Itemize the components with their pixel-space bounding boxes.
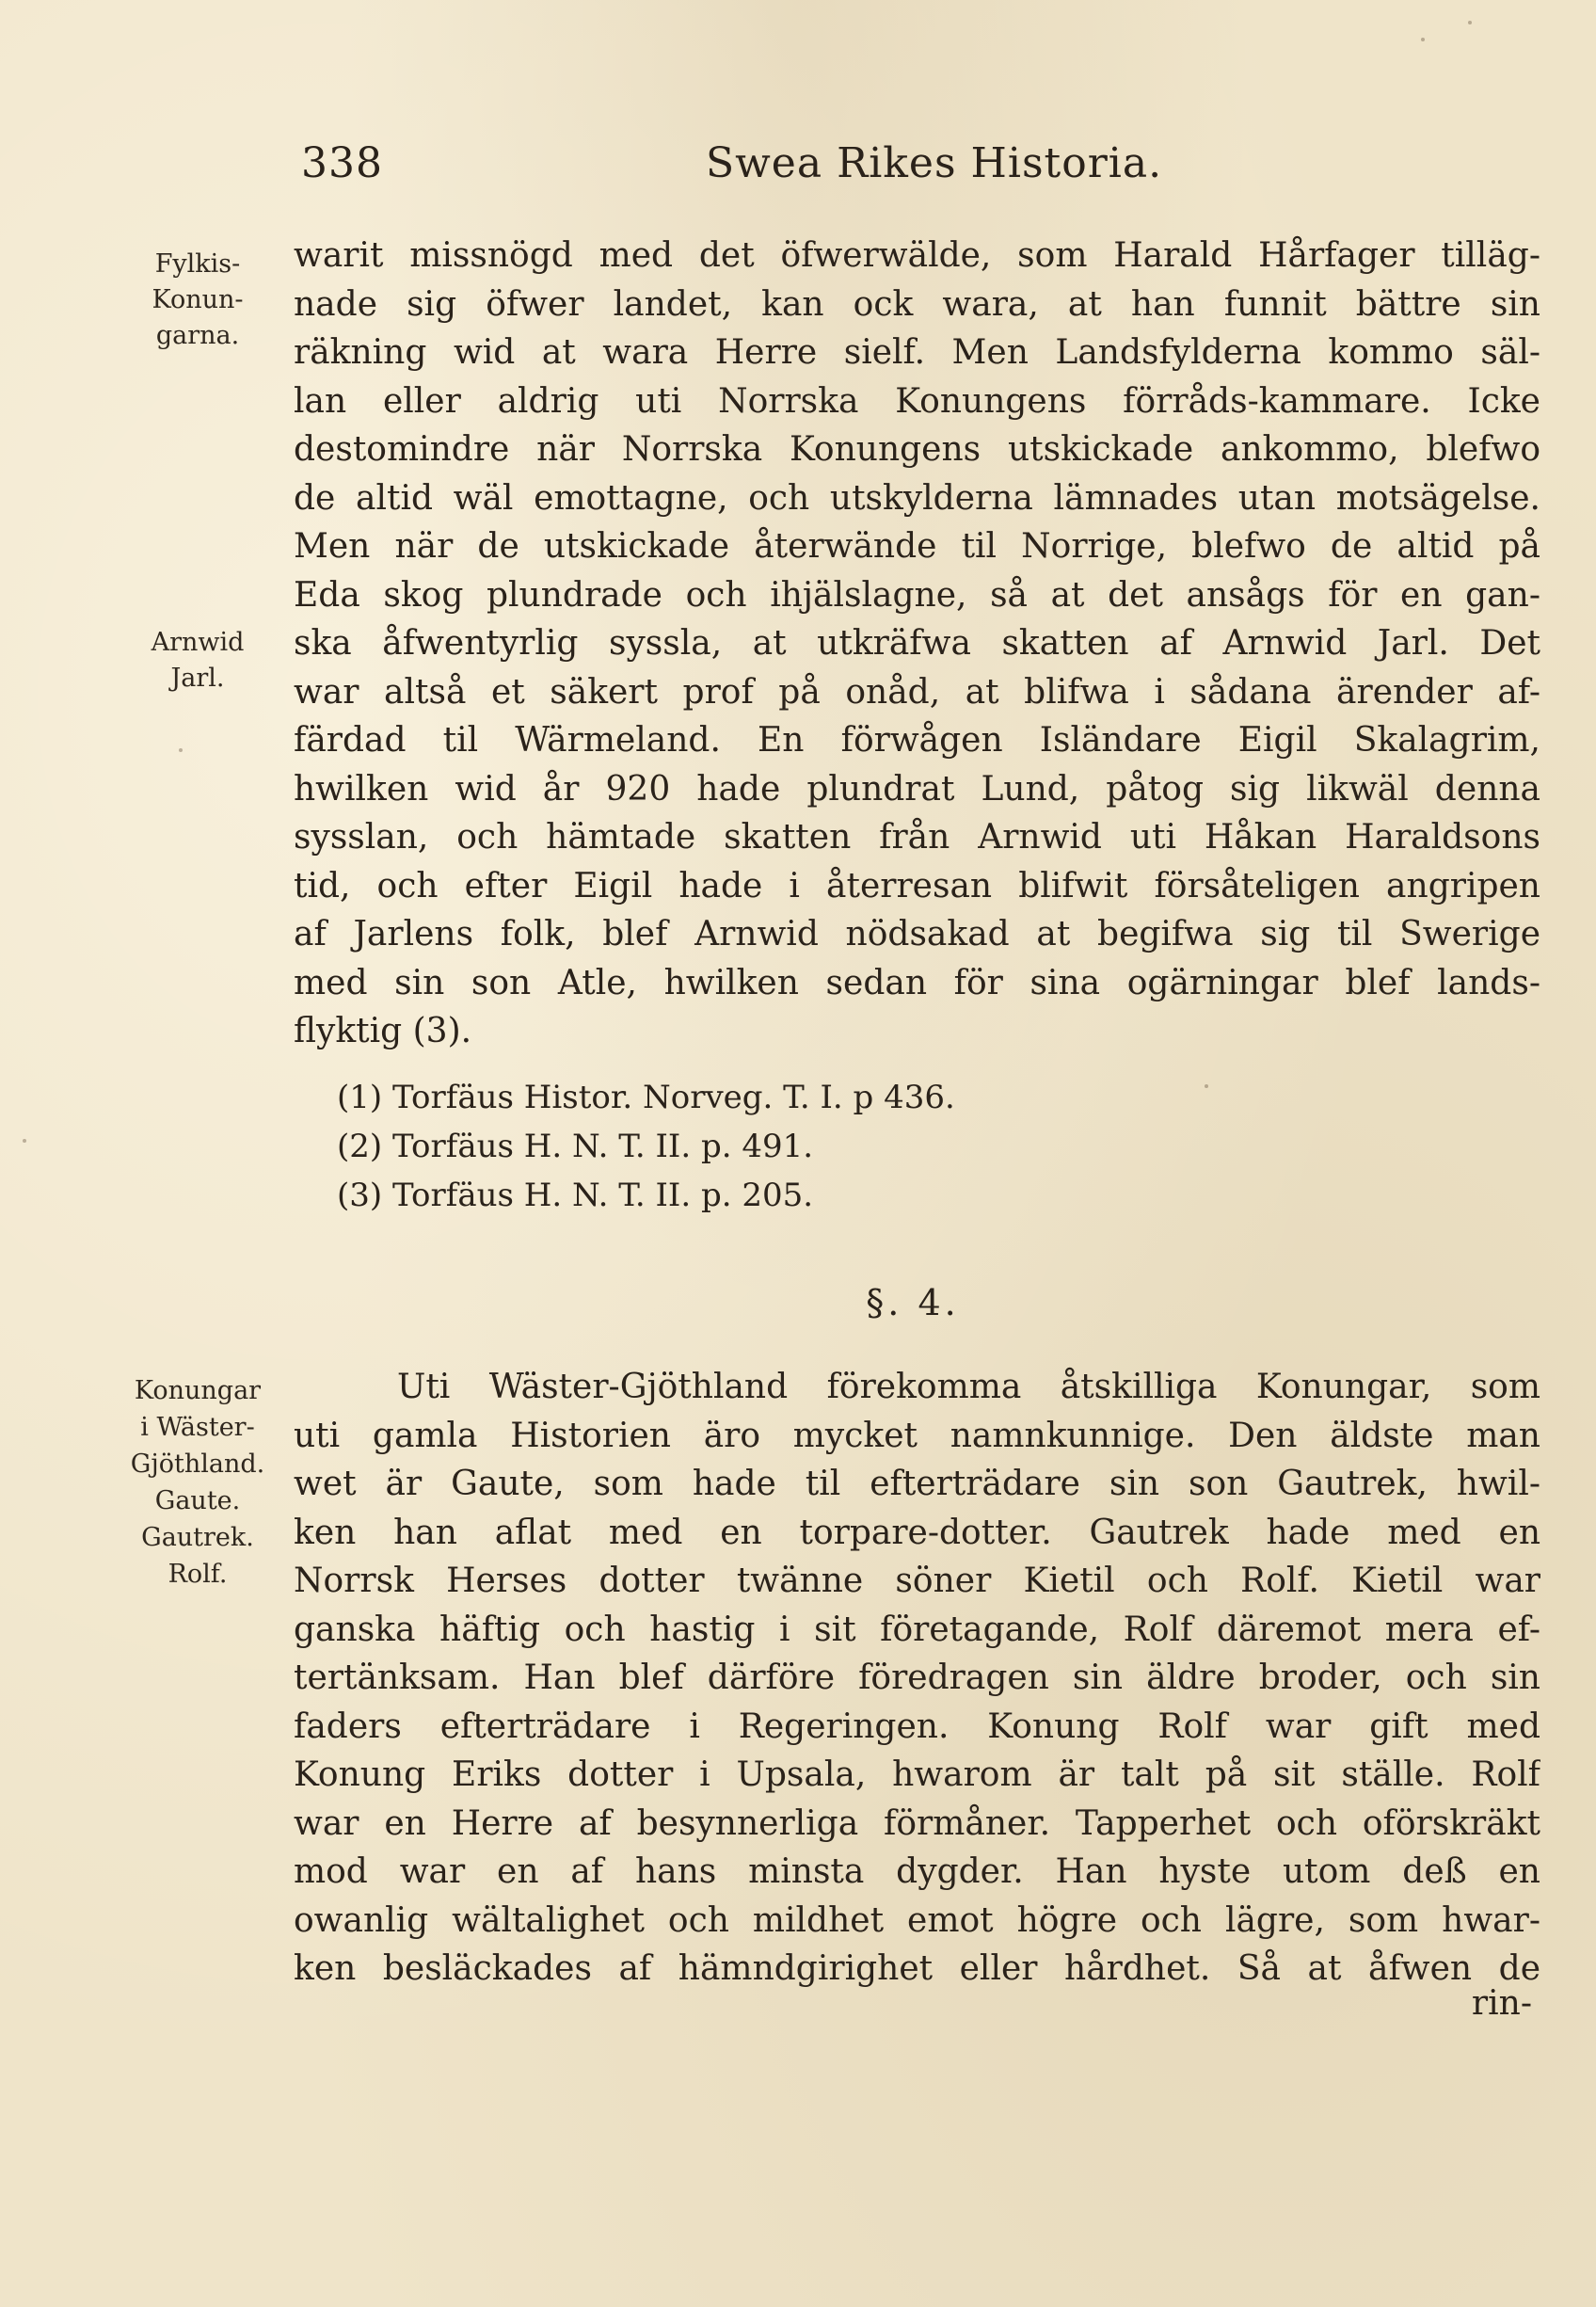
margin-note-line: Gjöthland. xyxy=(130,1450,265,1479)
text-line: ken besläckades af hämndgirighet eller hårdhet. Så at åfwen de xyxy=(294,1949,1540,1988)
text-line: af Jarlens folk, blef Arnwid nödsakad at begifwa sig til Swerige xyxy=(294,915,1540,953)
footnote-1: (1) Torfäus Histor. Norveg. T. I. p 436. xyxy=(337,1079,955,1116)
text-line: uti gamla Historien äro mycket namnkunnige. Den äldste man xyxy=(294,1416,1540,1455)
paragraph-waster-gjothland xyxy=(294,1363,1540,1994)
margin-note-line: Gaute. xyxy=(154,1486,241,1515)
text-line: ganska häftig och hastig i sit företagande, Rolf däremot mera ef- xyxy=(294,1610,1540,1649)
text-line: destomindre när Norrska Konungens utskickade ankommo, blefwo xyxy=(294,430,1540,469)
paper-speck xyxy=(1468,21,1472,24)
margin-note-line: Rolf. xyxy=(168,1560,228,1589)
footnote-2: (2) Torfäus H. N. T. II. p. 491. xyxy=(337,1128,814,1165)
text-line: ken han aflat med en torpare-dotter. Gautrek hade med en xyxy=(294,1513,1540,1552)
text-line: tid, och efter Eigil hade i återresan blifwit försåteligen angripen xyxy=(294,866,1540,905)
text-line: nade sig öfwer landet, kan ock wara, at han funnit bättre sin xyxy=(294,284,1540,324)
text-line: war en Herre af besynnerliga förmåner. Tapperhet och oförskräkt xyxy=(294,1803,1540,1843)
margin-note-arnwid-jarl xyxy=(113,625,282,697)
margin-note-line: garna. xyxy=(155,321,240,350)
text-line: med sin son Atle, hwilken sedan för sina ogärningar blef lands- xyxy=(294,963,1540,1002)
running-head xyxy=(292,139,1590,196)
margin-note-line: Konungar xyxy=(134,1376,262,1405)
text-line: flyktig (3). xyxy=(294,1012,472,1050)
text-line: mod war en af hans minsta dygder. Han hyste utom deß en xyxy=(294,1852,1540,1891)
paper-speck xyxy=(1421,38,1425,41)
margin-note-line: Jarl. xyxy=(170,664,225,693)
text-line: faders efterträdare i Regeringen. Konung Rolf war gift med xyxy=(294,1706,1540,1746)
margin-note-line: Gautrek. xyxy=(141,1523,254,1552)
catchword: rin- xyxy=(1471,1984,1532,2023)
text-line: hwilken wid år 920 hade plundrat Lund, påtog sig likwäl denna xyxy=(294,769,1540,809)
footnotes xyxy=(337,1073,1278,1220)
text-line: tertänksam. Han blef därföre föredragen sin äldre broder, och sin xyxy=(294,1658,1540,1697)
text-line: warit missnögd med det öfwerwälde, som Harald Hårfager tilläg- xyxy=(294,236,1540,275)
running-title: Swea Rikes Historia. xyxy=(706,139,1163,187)
text-line: Konung Eriks dotter i Upsala, hwarom är talt på sit ställe. Rolf xyxy=(294,1755,1540,1794)
text-line: Eda skog plundrade och ihjälslagne, så at det ansågs för en gan- xyxy=(294,575,1540,615)
margin-note-line: Arnwid xyxy=(151,628,245,657)
text-line: ska åfwentyrlig syssla, at utkräfwa skatten af Arnwid Jarl. Det xyxy=(294,624,1540,663)
paper-speck xyxy=(1205,1084,1208,1088)
text-line: de altid wäl emottagne, och utskylderna lämnades utan motsägelse. xyxy=(294,478,1540,518)
paragraph-arnwid xyxy=(294,232,1540,1056)
text-line: wet är Gaute, som hade til efterträdare sin son Gautrek, hwil- xyxy=(294,1465,1540,1503)
margin-note-line: Konun- xyxy=(152,285,244,314)
paper-speck xyxy=(23,1139,26,1143)
margin-note-konungar-i-waster-gjothland xyxy=(113,1372,282,1593)
text-line-indented: Uti Wäster-Gjöthland förekomma åtskilliga Konungar, som xyxy=(397,1368,1540,1406)
text-line: owanlig wältalighet och mildhet emot högre och lägre, som hwar- xyxy=(294,1900,1540,1940)
footnote-3: (3) Torfäus H. N. T. II. p. 205. xyxy=(337,1177,814,1214)
text-line: räkning wid at wara Herre sielf. Men Landsfylderna kommo säl- xyxy=(294,333,1540,372)
page-number: 338 xyxy=(301,139,383,187)
margin-note-line: Fylkis- xyxy=(154,249,241,279)
text-line: sysslan, och hämtade skatten från Arnwid uti Håkan Haraldsons xyxy=(294,818,1540,857)
text-line: lan eller aldrig uti Norrska Konungens förråds-kammare. Icke xyxy=(294,381,1540,421)
text-line: färdad til Wärmeland. En förwågen Isländare Eigil Skalagrim, xyxy=(294,721,1540,760)
section-heading: §. 4. xyxy=(866,1282,960,1323)
paper-speck xyxy=(179,748,183,752)
text-line: Men när de utskickade återwände til Norrige, blefwo de altid på xyxy=(294,527,1540,566)
margin-note-fylkis-konungarna xyxy=(113,247,282,354)
text-line: war altså et säkert prof på onåd, at blifwa i sådana ärender af- xyxy=(294,672,1540,712)
margin-note-line: i Wäster- xyxy=(140,1413,255,1442)
text-line: Norrsk Herses dotter twänne söner Kietil och Rolf. Kietil war xyxy=(294,1562,1540,1600)
